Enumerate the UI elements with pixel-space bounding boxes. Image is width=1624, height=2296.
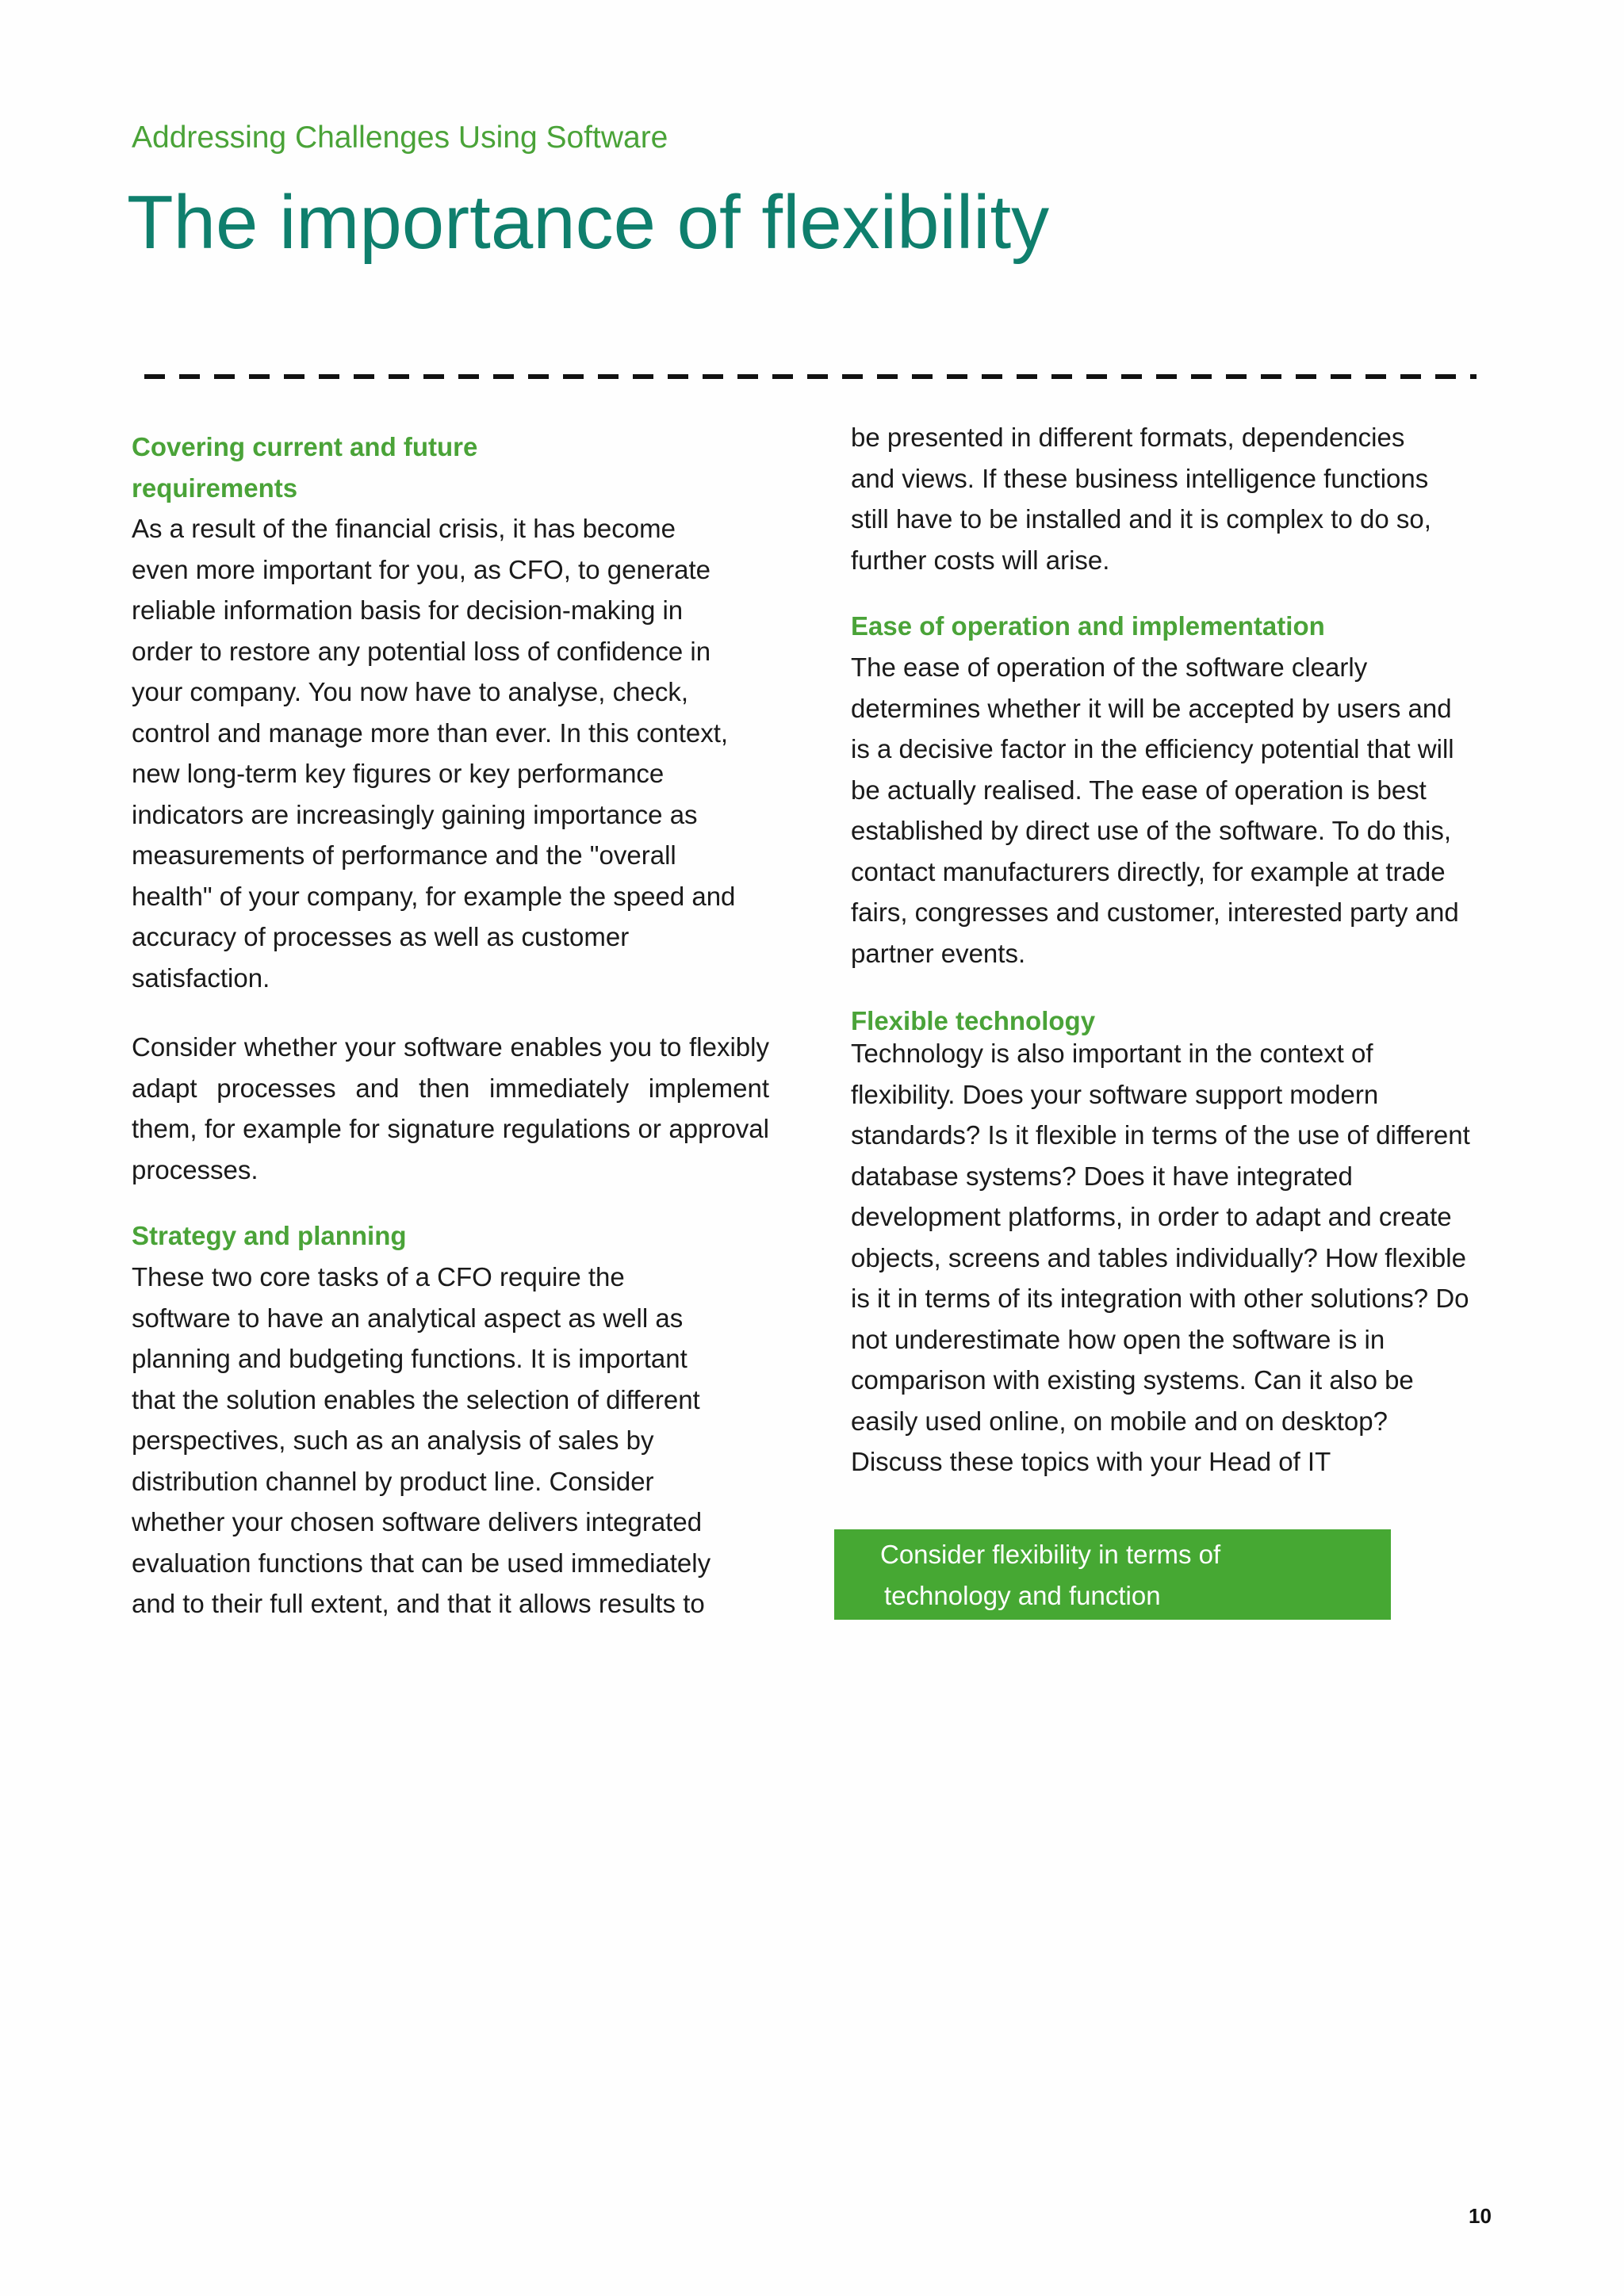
heading-ease-of-operation: Ease of operation and implementation	[851, 611, 1325, 641]
page-title: The importance of flexibility	[127, 180, 1050, 265]
paragraph-ease-of-operation: The ease of operation of the software clearly determines whether it will be accepted by users and is a decisive factor in the efficiency potential that will be actually realised. The ease of operation is best established by direct use of the software. To do this, contact manufacturers directly, for example at trade fairs, congresses and customer, interested party and partner events.	[851, 652, 1459, 968]
callout-text-line-2: technology and function	[884, 1581, 1161, 1610]
section-kicker: Addressing Challenges Using Software	[132, 121, 668, 155]
paragraph-continuation: be presented in different formats, dependencies and views. If these business intelligence functions still have to be installed and it is complex to do so, further costs will arise.	[851, 423, 1431, 575]
callout-text-line-1: Consider flexibility in terms of	[880, 1540, 1221, 1569]
paragraph-strategy-planning: These two core tasks of a CFO require the software to have an analytical aspect as well as planning and budgeting functions. It is important that the solution enables the selection of different perspectives, such as an analysis of sales by distribution channel by product line. Consider whether your chosen software delivers integrated evaluation functions that can be used immediately and to their full extent, and that it allows results to	[132, 1262, 711, 1618]
paragraph-flexible-technology: Technology is also important in the context of flexibility. Does your software support modern standards? Is it flexible in terms of the use of different database systems? Does it have integrated development platforms, in order to adapt and create objects, screens and tables individually? How flexible is it in terms of its integration with other solutions? Do not underestimate how open the software is in comparison with existing systems. Can it also be easily used online, on mobile and on desktop? Discuss these topics with your Head of IT	[851, 1039, 1470, 1476]
dashed-divider	[144, 374, 1477, 379]
paragraph-financial-crisis: As a result of the financial crisis, it has become even more important for you, as CFO, to generate reliable information basis for decision-making in order to restore any potential loss of confidence in your company. You now have to analyse, check, control and manage more than ever. In this context, new long-term key figures or key performance indicators are increasingly gaining importance as measurements of performance and the "overall health" of your company, for example the speed and accuracy of processes as well as customer satisfaction.	[132, 514, 736, 993]
callout-box	[834, 1529, 1391, 1620]
heading-current-future-requirements: Covering current and future requirements	[132, 432, 478, 503]
heading-flexible-technology: Flexible technology	[851, 1006, 1096, 1035]
heading-strategy-planning: Strategy and planning	[132, 1221, 407, 1250]
page-number: 10	[1469, 2204, 1492, 2228]
paragraph-flexible-processes: Consider whether your software enables you to flexibly adapt processes and then immediately implement them, for example for signature regulations or approval processes.	[132, 1032, 769, 1184]
